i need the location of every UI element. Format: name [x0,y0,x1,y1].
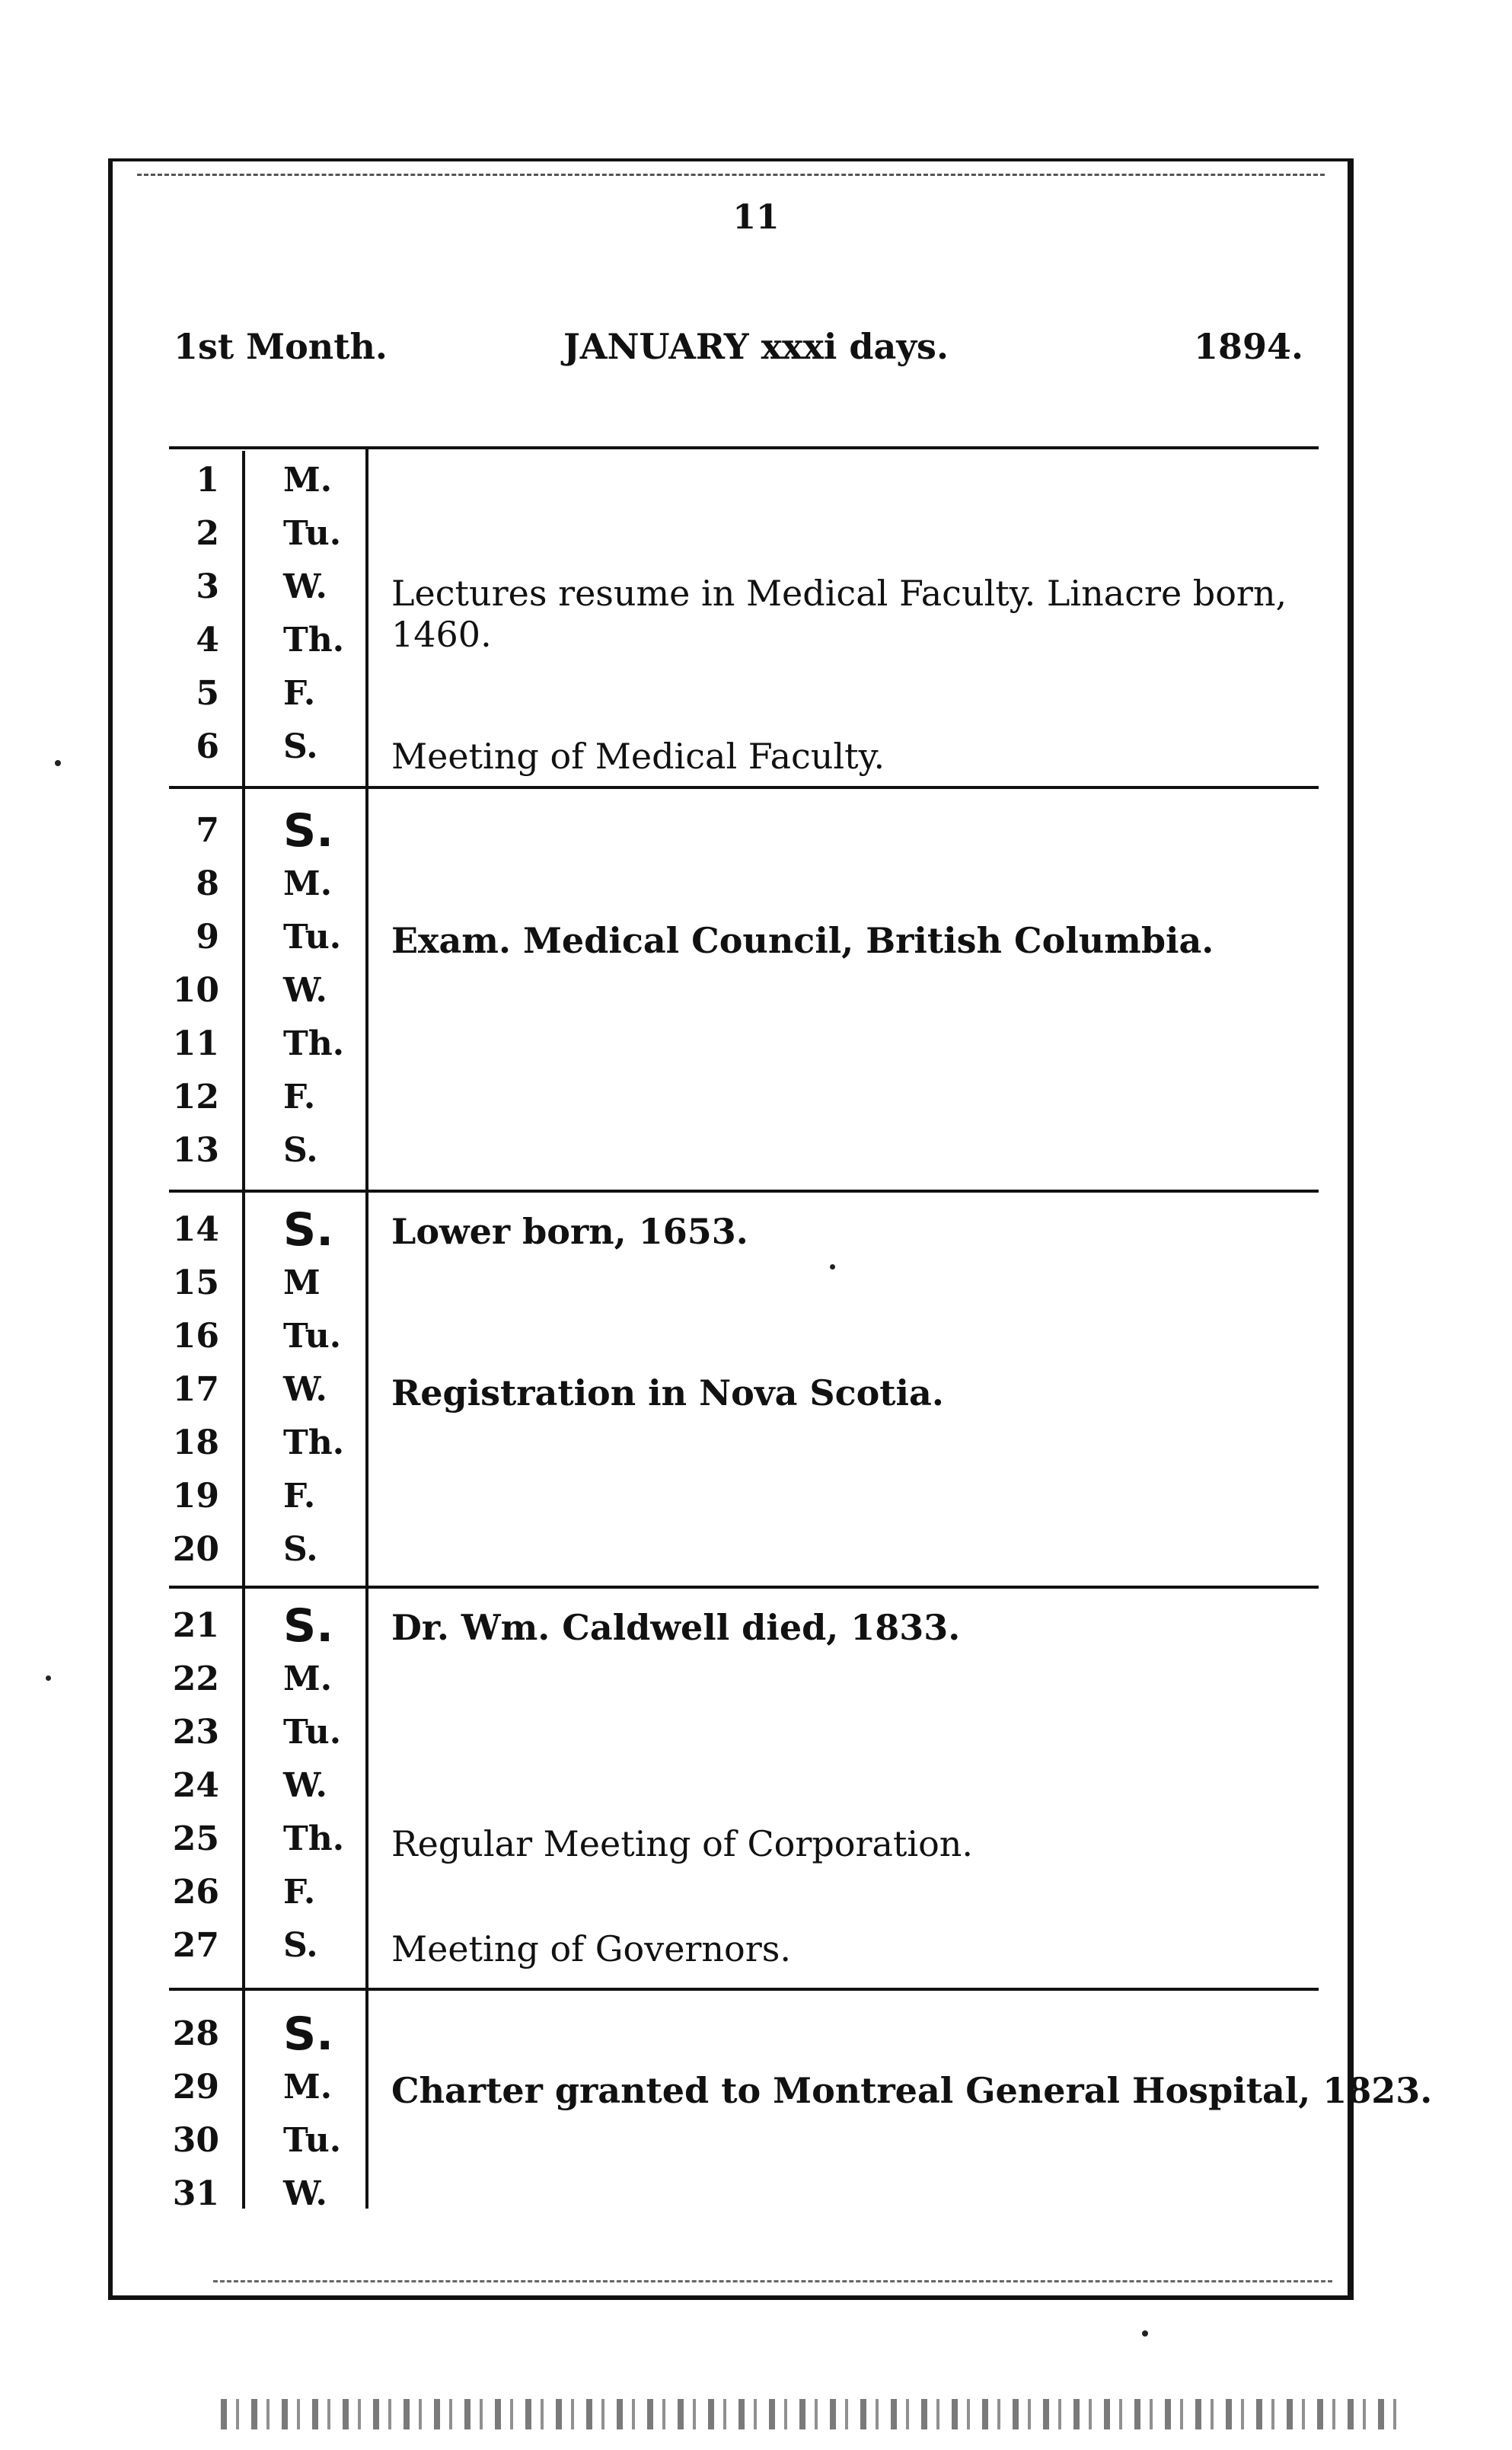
weekday: S. [283,2008,334,2061]
weekday: Th. [283,1024,345,1063]
day-number: 21 [172,1606,219,1645]
weekday: S. [283,804,334,858]
weekday: Th. [283,1819,345,1858]
weekday: M. [283,461,333,500]
day-number: 20 [172,1530,219,1569]
week-block-2 [169,786,1319,1190]
day-row [169,667,1319,720]
day-number: 3 [196,567,219,606]
day-number: 22 [172,1659,219,1698]
note-governors: Meeting of Governors. [391,1928,791,1969]
day-number: 12 [172,1078,219,1116]
day-number: 5 [196,674,219,713]
weekday: Th. [283,621,345,660]
scan-speck [830,1264,835,1270]
scan-edge-noise [221,2399,1408,2429]
day-row [169,454,1319,507]
day-number: 27 [172,1926,219,1965]
day-row [169,1653,1319,1706]
day-number: 2 [196,514,219,553]
weekday: S. [283,1530,318,1569]
day-row [169,507,1319,561]
scan-speck [1142,2330,1148,2337]
scan-speck [46,1675,51,1681]
weekday: W. [283,971,327,1010]
day-number: 30 [172,2121,219,2160]
scan-speck [55,760,61,766]
day-number: 4 [196,621,219,660]
day-number: 16 [172,1317,219,1356]
weekday: M. [283,2068,333,2107]
day-row [169,2114,1319,2167]
day-number: 9 [196,918,219,957]
day-row [169,1866,1319,1919]
weekday: F. [283,1477,316,1516]
weekday: M. [283,1659,333,1698]
day-number: 1 [196,461,219,500]
weekday: S. [283,727,318,766]
weekday: Tu. [283,1317,342,1356]
week-block-4 [169,1586,1319,1988]
day-number: 25 [172,1819,219,1858]
weekday: W. [283,1370,327,1409]
day-row [169,858,1319,911]
weekday: F. [283,674,316,713]
day-number: 18 [172,1423,219,1462]
day-row [169,1257,1319,1310]
day-row [169,1470,1319,1523]
day-number: 7 [196,811,219,850]
note-exam-bc: Exam. Medical Council, British Columbia. [391,920,1214,961]
day-row [169,1124,1319,1177]
weekday: W. [283,1766,327,1805]
weekday: S. [283,1599,334,1653]
weekday: F. [283,1078,316,1116]
day-number: 15 [172,1263,219,1302]
weekday: M [283,1263,321,1302]
day-row [169,1417,1319,1470]
bottom-dashed-rule [213,2280,1332,2282]
weekday: S. [283,1131,318,1170]
weekday: W. [283,2174,327,2213]
weekday: Th. [283,1423,345,1462]
day-number: 24 [172,1766,219,1805]
day-row [169,1310,1319,1363]
day-number: 11 [172,1024,219,1063]
day-number: 31 [172,2174,219,2213]
week-block-3 [169,1190,1319,1586]
day-number: 6 [196,727,219,766]
note-corporation: Regular Meeting of Corporation. [391,1823,974,1864]
month-title: JANUARY xxxi days. [563,326,949,367]
day-number: 10 [172,971,219,1010]
day-number: 8 [196,864,219,903]
note-charter: Charter granted to Montreal General Hospital, 1823. [391,2070,1433,2111]
day-row [169,1706,1319,1759]
month-ordinal: 1st Month. [174,326,388,367]
day-row [169,2167,1319,2221]
day-row [169,1017,1319,1071]
day-row [169,804,1319,858]
weekday: S. [283,1203,334,1257]
day-number: 29 [172,2068,219,2107]
week-block-1 [169,446,1319,786]
page-number: 11 [732,198,780,237]
day-row [169,1759,1319,1813]
weekday: Tu. [283,2121,342,2160]
year: 1894. [1194,326,1304,367]
day-number: 13 [172,1131,219,1170]
weekday: W. [283,567,327,606]
day-row [169,964,1319,1017]
note-lower-born: Lower born, 1653. [391,1211,748,1252]
day-row [169,1523,1319,1576]
day-number: 23 [172,1713,219,1752]
day-number: 19 [172,1477,219,1516]
weekday: Tu. [283,918,342,957]
weekday: Tu. [283,514,342,553]
day-number: 14 [172,1210,219,1249]
note-lectures: Lectures resume in Medical Faculty. Linacre born, 1460. [391,573,1287,655]
weekday: Tu. [283,1713,342,1752]
note-caldwell: Dr. Wm. Caldwell died, 1833. [391,1607,961,1648]
day-row [169,1071,1319,1124]
note-registration-ns: Registration in Nova Scotia. [391,1372,944,1413]
day-number: 28 [172,2014,219,2053]
note-meeting-faculty: Meeting of Medical Faculty. [391,736,885,777]
weekday: M. [283,864,333,903]
day-row [169,2008,1319,2061]
day-number: 26 [172,1873,219,1912]
weekday: F. [283,1873,316,1912]
day-number: 17 [172,1370,219,1409]
weekday: S. [283,1926,318,1965]
top-dashed-rule [137,174,1325,176]
week-block-5 [169,1988,1433,2224]
